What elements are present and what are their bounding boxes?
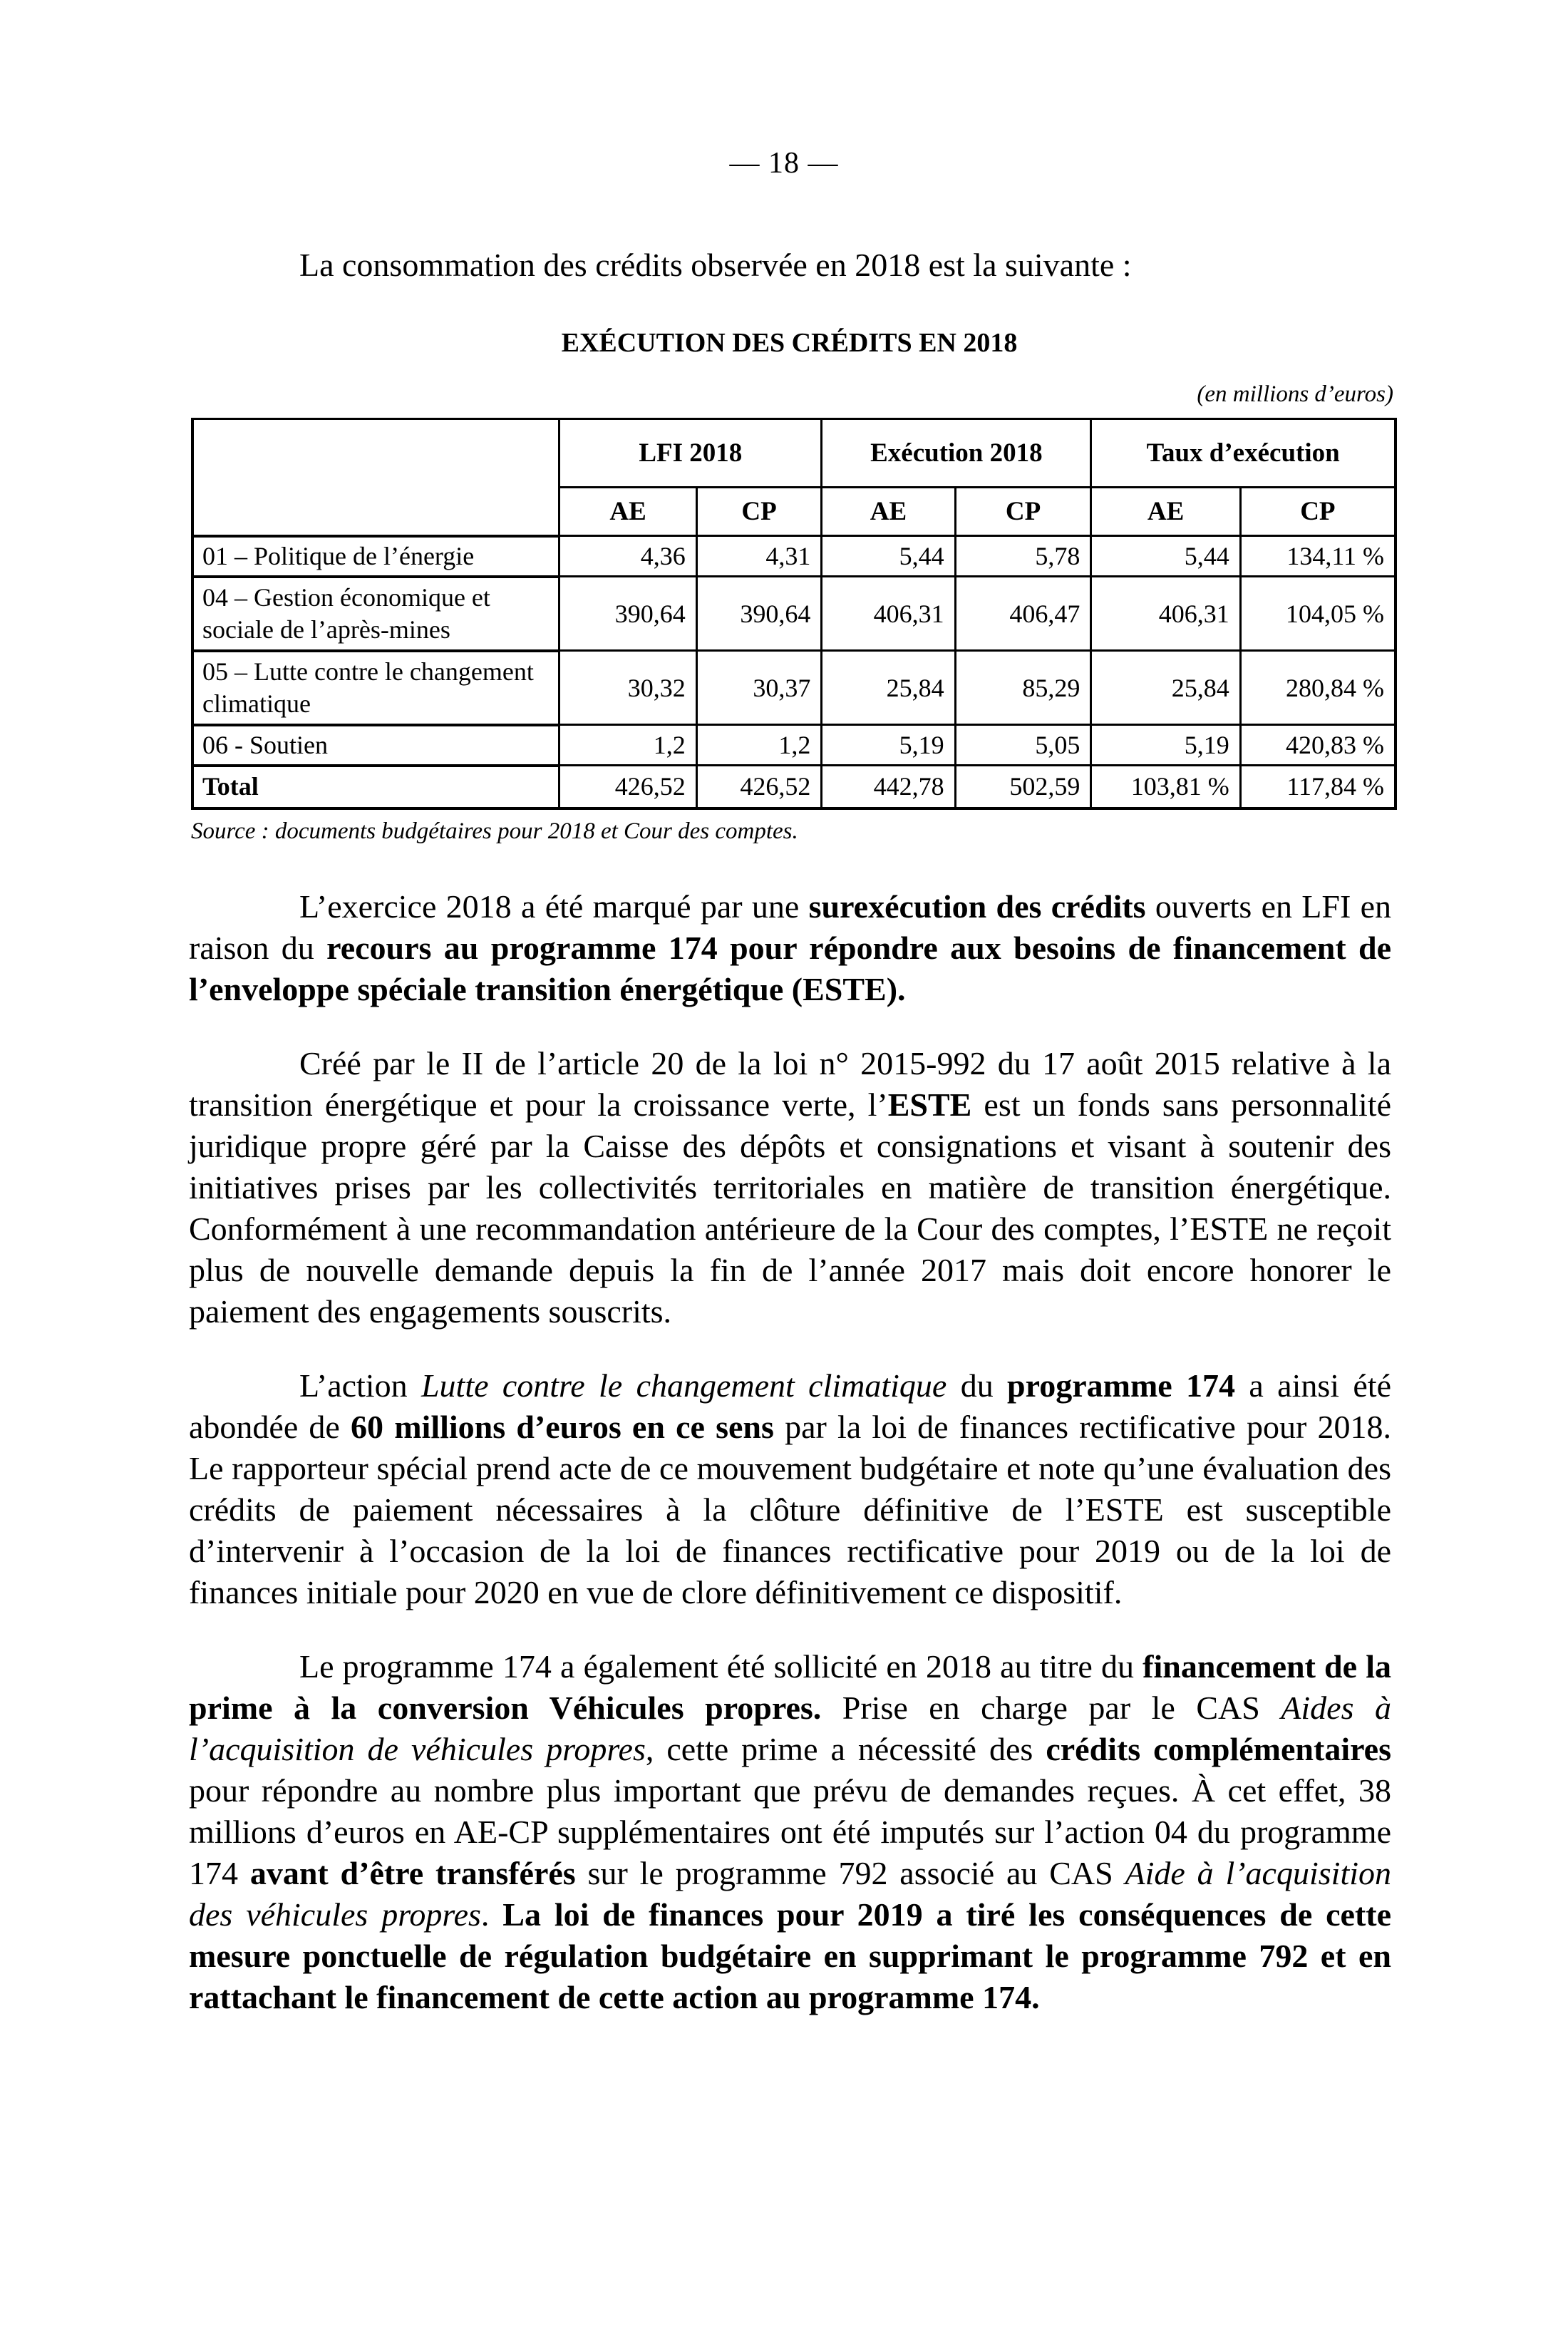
cell-value: 426,52 [559, 766, 696, 808]
table-source-note: Source : documents budgétaires pour 2018 et Cour des comptes. [191, 818, 798, 844]
cell-value: 5,44 [822, 536, 955, 577]
row-label: 04 – Gestion économique et sociale de l’après-mines [192, 577, 559, 651]
row-label: Total [192, 766, 559, 808]
cell-value: 502,59 [955, 766, 1091, 808]
table-row-action-05 [192, 651, 1396, 725]
page-number: — 18 — [729, 147, 839, 180]
cell-value: 406,31 [822, 577, 955, 651]
cell-value: 4,36 [559, 536, 696, 577]
table-title: EXÉCUTION DES CRÉDITS EN 2018 [561, 328, 1018, 358]
subheader-lfi-ae: AE [559, 488, 696, 536]
table-corner-cell [192, 419, 559, 536]
cell-value: 390,64 [696, 577, 822, 651]
table-row-action-01 [192, 536, 1396, 577]
cell-value: 5,78 [955, 536, 1091, 577]
cell-value: 134,11 % [1240, 536, 1396, 577]
paragraph-action-lutte: L’action Lutte contre le changement climatique du programme 174 a ainsi été abondée de 60 millions d’euros en ce sens par la loi de finances rectificative pour 2018. Le rapporteur spécial prend acte de ce mouvement budgétaire et note qu’une évaluation des crédits de paiement nécessaires à la clôture définitive de l’ESTE est susceptible d’intervenir à l’occasion de la loi de finances rectificative pour 2019 ou de la loi de finances initiale pour 2020 en vue de clore définitivement ce dispositif. [189, 1367, 1392, 1610]
cell-value: 104,05 % [1240, 577, 1396, 651]
subheader-lfi-cp: CP [696, 488, 822, 536]
table-row-total [192, 766, 1396, 808]
cell-value: 5,44 [1091, 536, 1240, 577]
subheader-exec-ae: AE [822, 488, 955, 536]
row-label: 06 - Soutien [192, 725, 559, 766]
cell-value: 1,2 [559, 725, 696, 766]
cell-value: 420,83 % [1240, 725, 1396, 766]
row-label: 05 – Lutte contre le changement climatique [192, 651, 559, 725]
cell-value: 117,84 % [1240, 766, 1396, 808]
cell-value: 406,47 [955, 577, 1091, 651]
cell-value: 280,84 % [1240, 651, 1396, 725]
table-unit-note: (en millions d’euros) [1197, 381, 1393, 407]
cell-value: 426,52 [696, 766, 822, 808]
column-group-taux-execution: Taux d’exécution [1091, 419, 1396, 488]
cell-value: 103,81 % [1091, 766, 1240, 808]
cell-value: 390,64 [559, 577, 696, 651]
cell-value: 85,29 [955, 651, 1091, 725]
cell-value: 1,2 [696, 725, 822, 766]
cell-value: 25,84 [822, 651, 955, 725]
cell-value: 30,32 [559, 651, 696, 725]
paragraph-surexecution: L’exercice 2018 a été marqué par une surexécution des crédits ouverts en LFI en raison du recours au programme 174 pour répondre aux besoins de financement de l’enveloppe spéciale transition énergétique (ESTE). [189, 888, 1391, 1007]
cell-value: 30,37 [696, 651, 822, 725]
cell-value: 442,78 [822, 766, 955, 808]
paragraph-este-creation: Créé par le II de l’article 20 de la loi n° 2015-992 du 17 août 2015 relative à la transition énergétique et pour la croissance verte, l’ESTE est un fonds sans personnalité juridique propre géré par la Caisse des dépôts et consignations et visant à soutenir des initiatives prises par les collectivités territoriales en matière de transition énergétique. Conformément à une recommandation antérieure de la Cour des comptes, l’ESTE ne reçoit plus de nouvelle demande depuis la fin de l’année 2017 mais doit encore honorer le paiement des engagements souscrits. [189, 1044, 1391, 1330]
table-row-action-04 [192, 577, 1396, 651]
cell-value: 4,31 [696, 536, 822, 577]
credits-execution-table [191, 418, 1397, 810]
column-group-execution-2018: Exécution 2018 [822, 419, 1091, 488]
subheader-taux-cp: CP [1240, 488, 1396, 536]
column-group-lfi-2018: LFI 2018 [559, 419, 822, 488]
cell-value: 5,19 [1091, 725, 1240, 766]
table-group-header-row [192, 419, 1396, 488]
subheader-taux-ae: AE [1091, 488, 1240, 536]
paragraph-prime-conversion: Le programme 174 a également été sollicité en 2018 au titre du financement de la prime à la conversion Véhicules propres. Prise en charge par le CAS Aides à l’acquisition de véhicules propres, cette prime a nécessité des crédits complémentaires pour répondre au nombre plus important que prévu de demandes reçues. À cet effet, 38 millions d’euros en AE-CP supplémentaires ont été imputés sur l’action 04 du programme 174 avant d’être transférés sur le programme 792 associé au CAS Aide à l’acquisition des véhicules propres. La loi de finances pour 2019 a tiré les conséquences de cette mesure ponctuelle de régulation budgétaire en supprimant le programme 792 et en rattachant le financement de cette action au programme 174. [189, 1648, 1392, 2015]
intro-paragraph: La consommation des crédits observée en 2018 est la suivante : [299, 247, 1132, 283]
row-label: 01 – Politique de l’énergie [192, 536, 559, 577]
cell-value: 25,84 [1091, 651, 1240, 725]
table-row-action-06 [192, 725, 1396, 766]
cell-value: 406,31 [1091, 577, 1240, 651]
subheader-exec-cp: CP [955, 488, 1091, 536]
cell-value: 5,19 [822, 725, 955, 766]
cell-value: 5,05 [955, 725, 1091, 766]
